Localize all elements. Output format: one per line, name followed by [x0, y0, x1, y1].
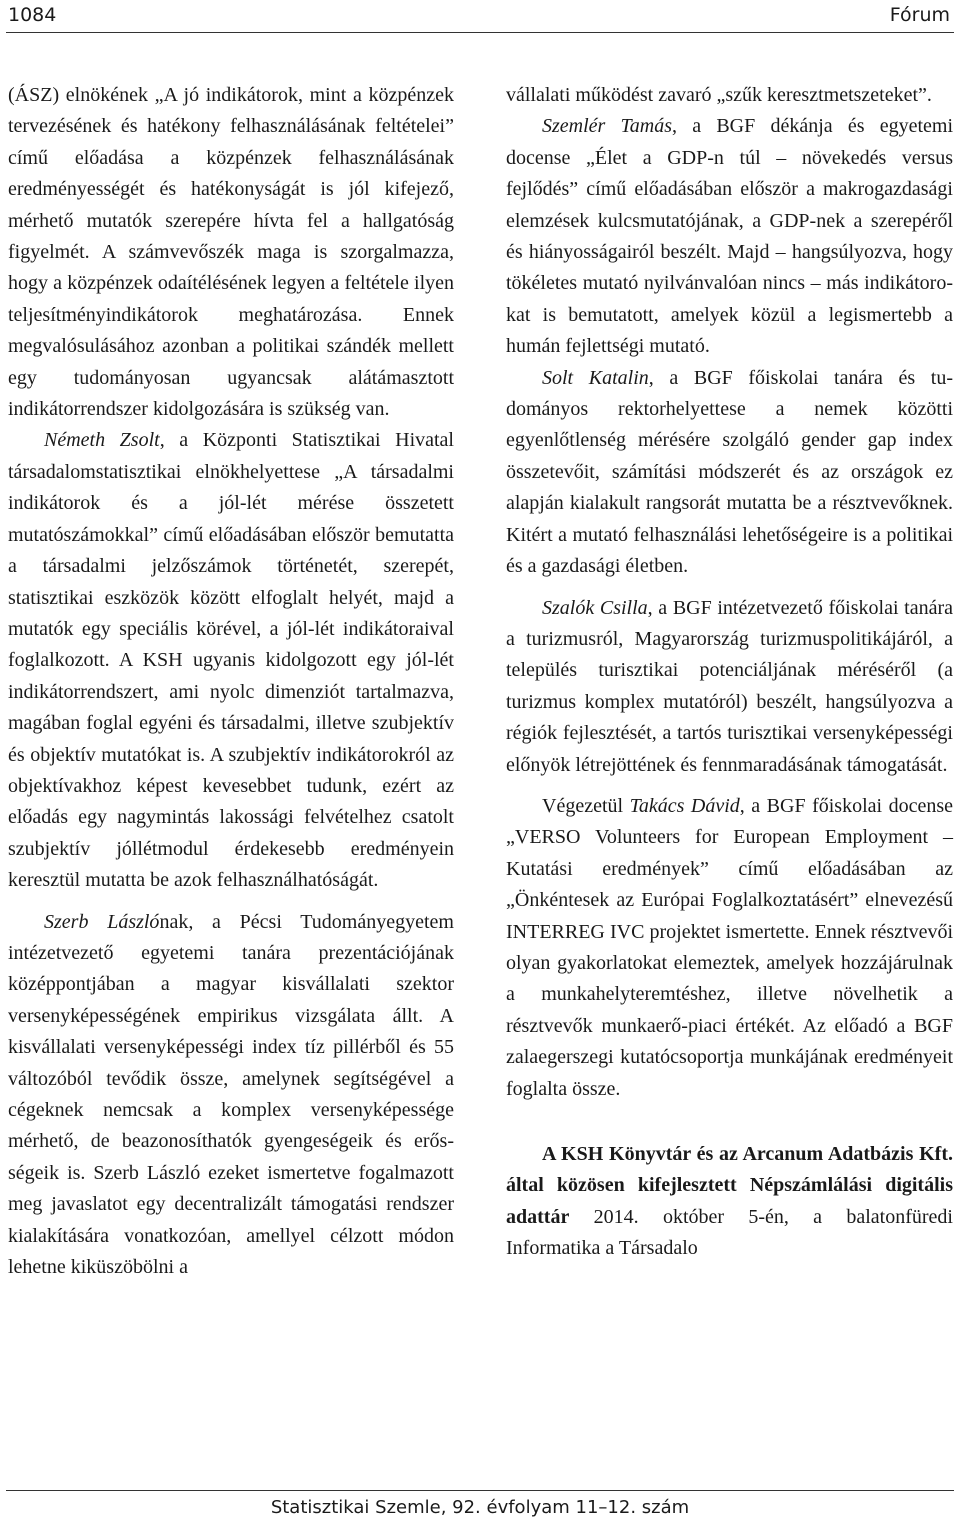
section-title: Fórum: [889, 4, 950, 26]
right-paragraph-6: [506, 1139, 953, 1265]
paragraph-text: , a BGF dékánja és egyetemi docense „Élet a GDP-n túl – növekedés versus fejlődés” című előadásában először a makrogazdasági elemzések kulcsmutatójának, a GDP-nek a szerepéről és hiányosságairól beszélt. Majd – hangsúlyozva, hogy tökéletes mutató nyilvánvalóan nincs – más indikátorokat is bemutatott, amelyek közül a legismertebb a humán fejlettségi mutató.: [506, 115, 953, 358]
right-paragraph-4: [506, 593, 953, 781]
footer-divider: [6, 1490, 954, 1491]
right-paragraph-2: [506, 111, 953, 362]
paragraph-text: , a BGF főiskolai docense „VERSO Volunteers for European Employment – Kutatási eredmények” című előadásában az „Önkéntesek az Európai Foglalkoztatásért” elnevezésű INTERREG IVC projektet ismertette. Ennek résztvevői olyan gyakorlatokat elemeztek, amelyek hozzájárulnak a munkahelyteremtéshez, illetve növelhetik a résztvevők munkaerő-piaci értékét. Az előadó a BGF zalaegerszegi kutatócsoportja munkájának eredményeit foglalta össze.: [506, 794, 954, 1100]
left-column: [8, 80, 454, 1283]
speaker-name: Németh Zsolt: [44, 429, 160, 452]
announcement-title: A KSH Könyvtár és az Arcanum Adatbázis Kft. által közösen kifejlesztett Népszámlálási digitális adattár: [506, 1143, 953, 1228]
paragraph-text: 2014. október 5-én, a balatonfüredi Informatika a Társadalo: [506, 1205, 953, 1260]
paragraph-text: , a BGF intézetvezető főiskolai tanára a turizmusról, Magyarország turizmuspolitikájáról, a település turisztikai potenciáljának méréséről (a turizmus komplex mutatóról) beszélt, hangsúlyozva a régiók fejlesztését, a tartós turisztikai versenyképességi előnyök létrejöttének és fennmaradásának támogatását.: [506, 596, 953, 776]
left-paragraph-2: [8, 425, 454, 896]
speaker-name: Szemlér Tamás: [542, 115, 673, 138]
speaker-name: Takács Dávid: [629, 794, 740, 817]
right-paragraph-3: [506, 363, 953, 583]
paragraph-text: , a Központi Statisztikai Hivatal társadalomstatisztikai elnökhelyettese „A társadalmi indikátorok és a jól-lét mérése összetett mutatószámokkal” című előadásában először bemutatta a társadalmi jelzőszámok történetét, szerepét, statisztikai eszközök között elfoglalt helyét, majd a mutatók egy speciális körével, a jól-lét indikátoraival foglalkozott. A KSH ugyanis kidolgozott egy jól-lét indikátorrendszert, ami nyolc dimenziót tartalmazva, magában foglal egyéni és társadalmi, illetve szubjektív és objektív mutatókat is. A szubjektív indikátorokról az objektívakhoz képest kevesebbet tudunk, ezért az előadás egy nagymintás lakossági felvételhez csatolt szubjektív jóllétmodul érdekesebb eredményein keresztül mutatta be azok felhasználhatóságát.: [8, 429, 454, 892]
left-paragraph-1: (ÁSZ) elnökének „A jó indikátorok, mint a közpénzek tervezésének és hatékony felhasználásának feltételei” című előadása a közpénzek felhasználásának eredményességét és hatékonyságát is jól kifejező, mérhető mutatók szerepére hívta fel a hallgatóság figyelmét. A számvevőszék maga is szorgalmazza, hogy a közpénzek odaítélésének legyen a feltétele ilyen teljesítményindikátorok meghatározása. Ennek megvalósulásához azonban a politikai szándék mellett egy tudományosan ugyancsak alátámasztott indikátorrendszer kidolgozására is szükség van.: [8, 84, 454, 421]
page-number: 1084: [8, 4, 57, 26]
right-paragraph-1: vállalati működést zavaró „szűk keresztmetszeteket”.: [506, 84, 932, 106]
paragraph-text: , a BGF főiskolai tanára és tudományos rektorhelyettese a nemek közötti egyenlőtlenség mérésére szolgáló gender gap index összetevőit, számítási módszerét és az országok ez alapján kialakult rangsorát mutatta be a résztvevőknek. Kitért a mutató felhasználási lehetőségeire is a politikai és a gazdasági életben.: [506, 366, 953, 578]
paragraph-text: nak, a Pécsi Tudományegyetem intézetvezető egyetemi tanára prezentációjának középpontjában a magyar kisvállalati szektor versenyképességének empirikus vizsgálata állt. A kisvállalati versenyképességi index tíz pillérből és 55 változóból tevődik össze, amelynek segítségével a cégeknek nemcsak a komplex versenyképessége mérhető, de beazonosíthatók gyengeségeik és erősségeik is. Szerb László ezeket ismertetve fogalmazott meg javaslatot egy decentralizált támogatási rendszer kialakítására vonatkozóan, amellyel célzott módon lehetne kiküszöbölni a: [8, 910, 454, 1279]
left-paragraph-3: [8, 907, 454, 1284]
page-footer: Statisztikai Szemle, 92. évfolyam 11–12. szám: [270, 1497, 690, 1518]
right-paragraph-5: [506, 791, 953, 1105]
paragraph-lead: Végezetül: [542, 794, 630, 817]
right-column: [506, 80, 953, 1265]
speaker-name: Szalók Csilla: [542, 596, 648, 619]
speaker-name: Solt Katalin: [542, 366, 649, 389]
speaker-name: Szerb László: [44, 910, 160, 933]
page-header: [8, 0, 952, 30]
header-divider: [6, 32, 954, 33]
